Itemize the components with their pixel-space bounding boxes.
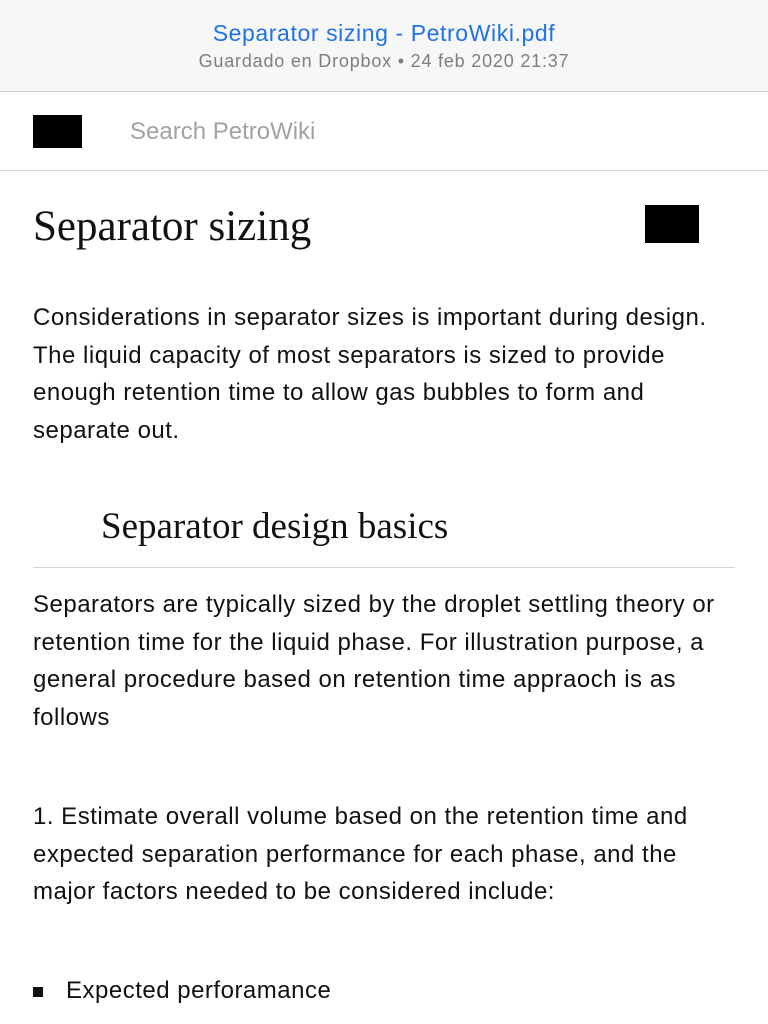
file-meta-text: Guardado en Dropbox • 24 feb 2020 21:37 [198,51,570,71]
file-title-link[interactable]: Separator sizing - PetroWiki.pdf [212,20,556,46]
list-item-label: Expected perforamance [66,977,332,1004]
step-1-paragraph: 1. Estimate overall volume based on the retention time and expected separation performance for each phase, and the major factors needed to be considered include: [33,803,688,905]
section-paragraph: Separators are typically sized by the droplet settling theory or retention time for the liquid phase. For illustration purpose, a general procedure based on retention time appraoch is as follows [33,591,715,731]
menu-icon[interactable] [33,115,82,148]
section-divider [33,567,735,568]
intro-paragraph: Considerations in separator sizes is important during design. The liquid capacity of most separators is sized to provide enough retention time to allow gas bubbles to form and separate out. [33,304,707,444]
factor-list [33,972,733,1009]
list-item [33,972,733,1009]
file-header [0,0,768,92]
section-heading[interactable]: Separator design basics [101,506,449,547]
search-bar [0,92,768,171]
bullet-icon [33,987,43,997]
search-input[interactable] [130,116,690,148]
page-title: Separator sizing [33,203,312,250]
language-icon[interactable] [645,205,699,243]
